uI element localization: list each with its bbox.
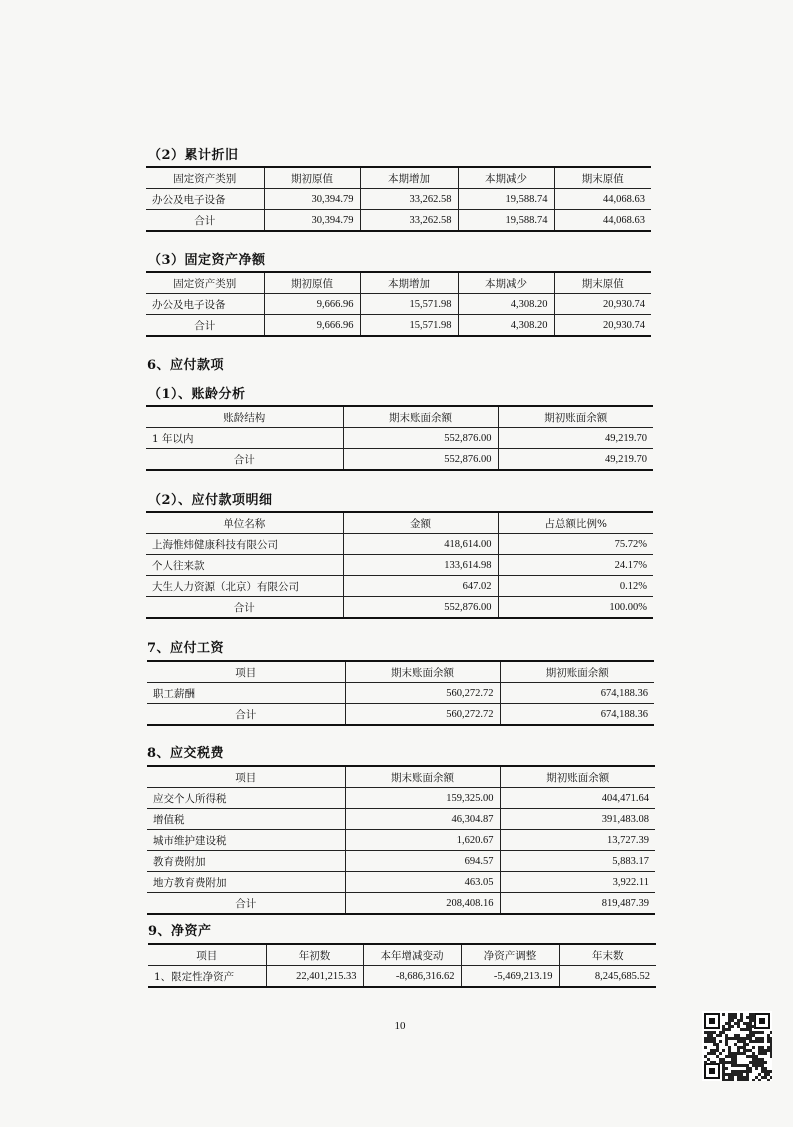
section-title-aging: （1）、账龄分析 (148, 387, 246, 402)
value-cell: 5,883.17 (500, 851, 655, 872)
header-cell: 金额 (343, 512, 498, 534)
table-total-row (146, 210, 651, 232)
value-cell: 560,272.72 (345, 683, 500, 704)
value-cell: 552,876.00 (343, 597, 498, 619)
table-total-row (146, 597, 653, 619)
header-cell: 期初账面余额 (500, 766, 655, 788)
table-row (148, 966, 656, 988)
table-header-row (146, 406, 653, 428)
value-cell: 0.12% (498, 576, 653, 597)
table-row (146, 428, 653, 449)
header-cell: 项目 (147, 766, 345, 788)
header-cell: 账龄结构 (146, 406, 343, 428)
value-cell: 3,922.11 (500, 872, 655, 893)
value-cell: 560,272.72 (345, 704, 500, 726)
table-row (147, 830, 655, 851)
header-cell: 期初原值 (264, 272, 360, 294)
header-cell: 本期增加 (360, 167, 458, 189)
value-cell: 463.05 (345, 872, 500, 893)
row-label: 合计 (146, 597, 343, 619)
header-cell: 单位名称 (146, 512, 343, 534)
header-cell: 期末原值 (554, 167, 651, 189)
table-row (147, 683, 654, 704)
table-total-row (147, 704, 654, 726)
table-row (146, 534, 653, 555)
row-label: 办公及电子设备 (146, 294, 264, 315)
header-cell: 期末账面余额 (345, 661, 500, 683)
value-cell: 404,471.64 (500, 788, 655, 809)
table-row (147, 788, 655, 809)
aging-table (146, 405, 653, 471)
value-cell: 33,262.58 (360, 210, 458, 232)
value-cell: 674,188.36 (500, 704, 654, 726)
row-label: 城市维护建设税 (147, 830, 345, 851)
table-row (147, 872, 655, 893)
net-assets-table (148, 943, 656, 988)
section-title-wages: 7、应付工资 (147, 641, 225, 656)
table-header-row (146, 272, 651, 294)
row-label: 合计 (146, 449, 343, 471)
table-total-row (146, 449, 653, 471)
header-cell: 本期减少 (458, 167, 554, 189)
value-cell: 552,876.00 (343, 449, 498, 471)
section-title-net-assets: 9、净资产 (148, 924, 212, 939)
table-row (147, 809, 655, 830)
row-label: 大生人力资源（北京）有限公司 (146, 576, 343, 597)
header-cell: 年初数 (266, 944, 363, 966)
value-cell: 33,262.58 (360, 189, 458, 210)
value-cell: 159,325.00 (345, 788, 500, 809)
value-cell: 75.72% (498, 534, 653, 555)
header-cell: 净资产调整 (461, 944, 559, 966)
value-cell: 19,588.74 (458, 210, 554, 232)
value-cell: 4,308.20 (458, 315, 554, 337)
value-cell: 20,930.74 (554, 294, 651, 315)
row-label: 增值税 (147, 809, 345, 830)
table-row (146, 555, 653, 576)
value-cell: 15,571.98 (360, 294, 458, 315)
table-row (146, 189, 651, 210)
row-label: 应交个人所得税 (147, 788, 345, 809)
payables-detail-table (146, 511, 653, 619)
value-cell: 30,394.79 (264, 210, 360, 232)
value-cell: 49,219.70 (498, 449, 653, 471)
value-cell: 19,588.74 (458, 189, 554, 210)
value-cell: 674,188.36 (500, 683, 654, 704)
section-title-payables-detail: （2）、应付款项明细 (148, 493, 273, 508)
row-label: 合计 (147, 704, 345, 726)
value-cell: 391,483.08 (500, 809, 655, 830)
row-label: 教育费附加 (147, 851, 345, 872)
header-cell: 期初原值 (264, 167, 360, 189)
header-cell: 占总额比例% (498, 512, 653, 534)
value-cell: -8,686,316.62 (363, 966, 461, 988)
net-fixed-assets-table (146, 271, 651, 337)
table-row (147, 851, 655, 872)
value-cell: 100.00% (498, 597, 653, 619)
page-number: 10 (394, 1020, 406, 1032)
row-label: 上海惟炜健康科技有限公司 (146, 534, 343, 555)
table-row (146, 576, 653, 597)
row-label: 合计 (146, 315, 264, 337)
value-cell: 133,614.98 (343, 555, 498, 576)
value-cell: 44,068.63 (554, 189, 651, 210)
wages-table (147, 660, 654, 726)
qr-code-icon (702, 1011, 772, 1081)
value-cell: 418,614.00 (343, 534, 498, 555)
value-cell: 4,308.20 (458, 294, 554, 315)
value-cell: 46,304.87 (345, 809, 500, 830)
value-cell: 22,401,215.33 (266, 966, 363, 988)
value-cell: 552,876.00 (343, 428, 498, 449)
value-cell: 15,571.98 (360, 315, 458, 337)
header-cell: 期末账面余额 (343, 406, 498, 428)
value-cell: 647.02 (343, 576, 498, 597)
row-label: 1、限定性净资产 (148, 966, 266, 988)
table-total-row (147, 893, 655, 915)
value-cell: 13,727.39 (500, 830, 655, 851)
taxes-table (147, 765, 655, 915)
header-cell: 本年增减变动 (363, 944, 461, 966)
value-cell: 30,394.79 (264, 189, 360, 210)
header-cell: 固定资产类别 (146, 272, 264, 294)
header-cell: 固定资产类别 (146, 167, 264, 189)
row-label: 合计 (147, 893, 345, 915)
header-cell: 期初账面余额 (500, 661, 654, 683)
header-cell: 期末原值 (554, 272, 651, 294)
header-cell: 年末数 (559, 944, 656, 966)
value-cell: 208,408.16 (345, 893, 500, 915)
row-label: 地方教育费附加 (147, 872, 345, 893)
header-cell: 本期增加 (360, 272, 458, 294)
header-cell: 项目 (147, 661, 345, 683)
table-header-row (147, 766, 655, 788)
depreciation-table (146, 166, 651, 232)
value-cell: 24.17% (498, 555, 653, 576)
value-cell: 9,666.96 (264, 294, 360, 315)
value-cell: 819,487.39 (500, 893, 655, 915)
header-cell: 期初账面余额 (498, 406, 653, 428)
table-header-row (146, 512, 653, 534)
section-title-payables: 6、应付款项 (147, 358, 225, 373)
section-title-depreciation: （2）累计折旧 (148, 148, 239, 163)
value-cell: 20,930.74 (554, 315, 651, 337)
table-total-row (146, 315, 651, 337)
value-cell: 9,666.96 (264, 315, 360, 337)
value-cell: 1,620.67 (345, 830, 500, 851)
value-cell: 49,219.70 (498, 428, 653, 449)
value-cell: 8,245,685.52 (559, 966, 656, 988)
row-label: 办公及电子设备 (146, 189, 264, 210)
value-cell: -5,469,213.19 (461, 966, 559, 988)
table-header-row (147, 661, 654, 683)
row-label: 个人往来款 (146, 555, 343, 576)
table-header-row (146, 167, 651, 189)
table-row (146, 294, 651, 315)
header-cell: 本期减少 (458, 272, 554, 294)
section-title-taxes: 8、应交税费 (147, 746, 225, 761)
row-label: 职工薪酬 (147, 683, 345, 704)
table-header-row (148, 944, 656, 966)
row-label: 1 年以内 (146, 428, 343, 449)
section-title-net-fixed-assets: （3）固定资产净额 (148, 253, 266, 268)
row-label: 合计 (146, 210, 264, 232)
header-cell: 项目 (148, 944, 266, 966)
value-cell: 694.57 (345, 851, 500, 872)
header-cell: 期末账面余额 (345, 766, 500, 788)
value-cell: 44,068.63 (554, 210, 651, 232)
